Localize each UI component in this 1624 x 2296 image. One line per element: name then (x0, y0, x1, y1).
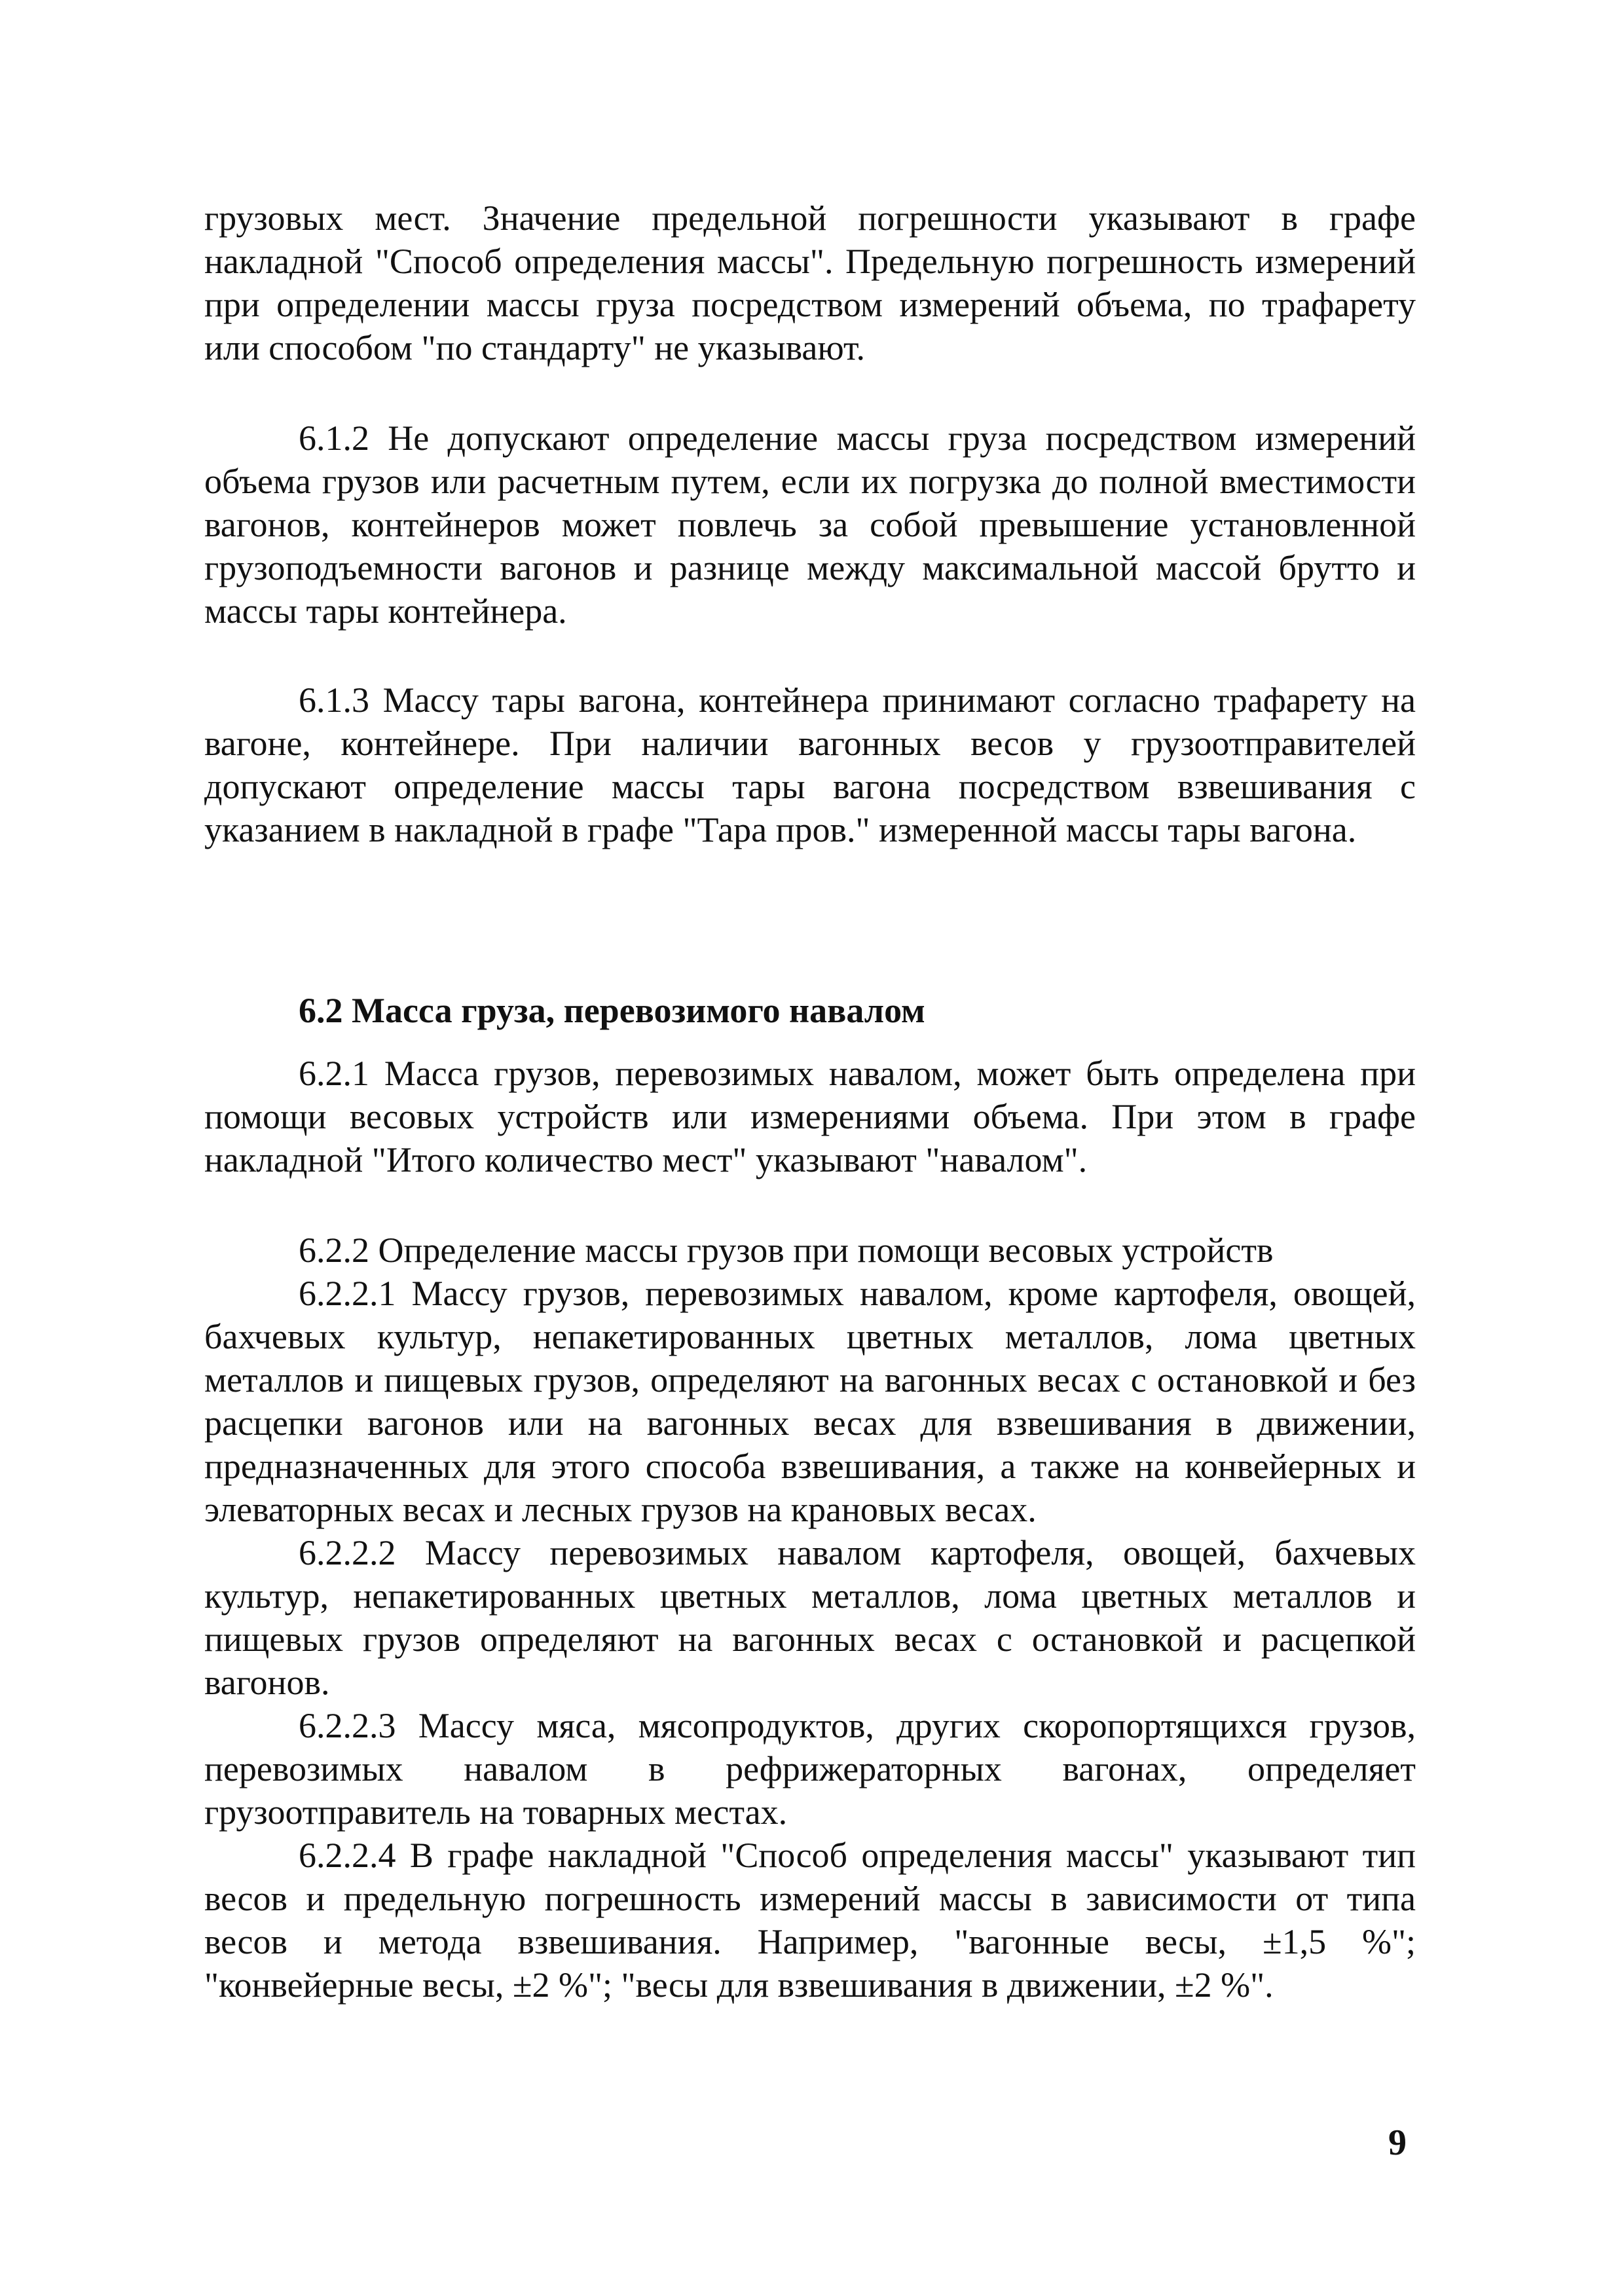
paragraph-block-6-2-1 (204, 1052, 1416, 1181)
paragraph-6-2-1: 6.2.1 Масса грузов, перевозимых навалом, может быть определена при помощи весовых устройств или измерениями объема. При этом в графе накладной "Итого количество мест" указывают "навалом". (204, 1054, 1416, 1179)
top-text-block (204, 196, 1416, 369)
paragraph-continuation: грузовых мест. Значение предельной погрешности указывают в графе накладной "Способ определения массы". Предельную погрешность измерений при определении массы груза посредством измерений объема, по трафарету или способом "по стандарту" не указывают. (204, 198, 1416, 367)
paragraph-6-2-2-1: 6.2.2.1 Массу грузов, перевозимых навалом, кроме картофеля, овощей, бахчевых культур, непакетированных цветных металлов, лома цветных металлов и пищевых грузов, определяют на вагонных весах с остановкой и без расцепки вагонов или на вагонных весах для взвешивания в движении, предназначенных для этого способа взвешивания, а также на конвейерных и элеваторных весах и лесных грузов на крановых весах. (204, 1274, 1416, 1529)
paragraph-6-1-3: 6.1.3 Массу тары вагона, контейнера принимают согласно трафарету на вагоне, контейнере. При наличии вагонных весов у грузоотправителей допускают определение массы тары вагона посредством взвешивания с указанием в накладной в графе "Тара пров." измеренной массы тары вагона. (204, 680, 1416, 849)
paragraph-6-2-2-4: 6.2.2.4 В графе накладной "Способ определения массы" указывают тип весов и предельную погрешность измерений массы в зависимости от типа весов и метода взвешивания. Например, "вагонные весы, ±1,5 %"; "конвейерные весы, ±2 %"; "весы для взвешивания в движении, ±2 %". (204, 1836, 1416, 2005)
page-number: 9 (1388, 2122, 1407, 2163)
paragraph-block-6-2-2 (204, 1229, 1416, 2007)
paragraph-block-6-1-3 (204, 678, 1416, 851)
paragraph-6-2-2-2: 6.2.2.2 Массу перевозимых навалом картофеля, овощей, бахчевых культур, непакетированных цветных металлов, лома цветных металлов и пищевых грузов определяют на вагонных весах с остановкой и расцепкой вагонов. (204, 1533, 1416, 1702)
section-heading: 6.2 Масса груза, перевозимого навалом (299, 991, 925, 1030)
paragraph-6-1-2: 6.1.2 Не допускают определение массы груза посредством измерений объема грузов или расчетным путем, если их погрузка до полной вместимости вагонов, контейнеров может повлечь за собой превышение установленной грузоподъемности вагонов и разнице между максимальной массой брутто и массы тары контейнера. (204, 418, 1416, 631)
paragraph-block-6-1-2 (204, 417, 1416, 633)
paragraph-6-2-2: 6.2.2 Определение массы грузов при помощи весовых устройств (299, 1231, 1274, 1270)
paragraph-6-2-2-3: 6.2.2.3 Массу мяса, мясопродуктов, других скоропортящихся грузов, перевозимых навалом в рефрижераторных вагонах, определяет грузоотправитель на товарных местах. (204, 1706, 1416, 1832)
